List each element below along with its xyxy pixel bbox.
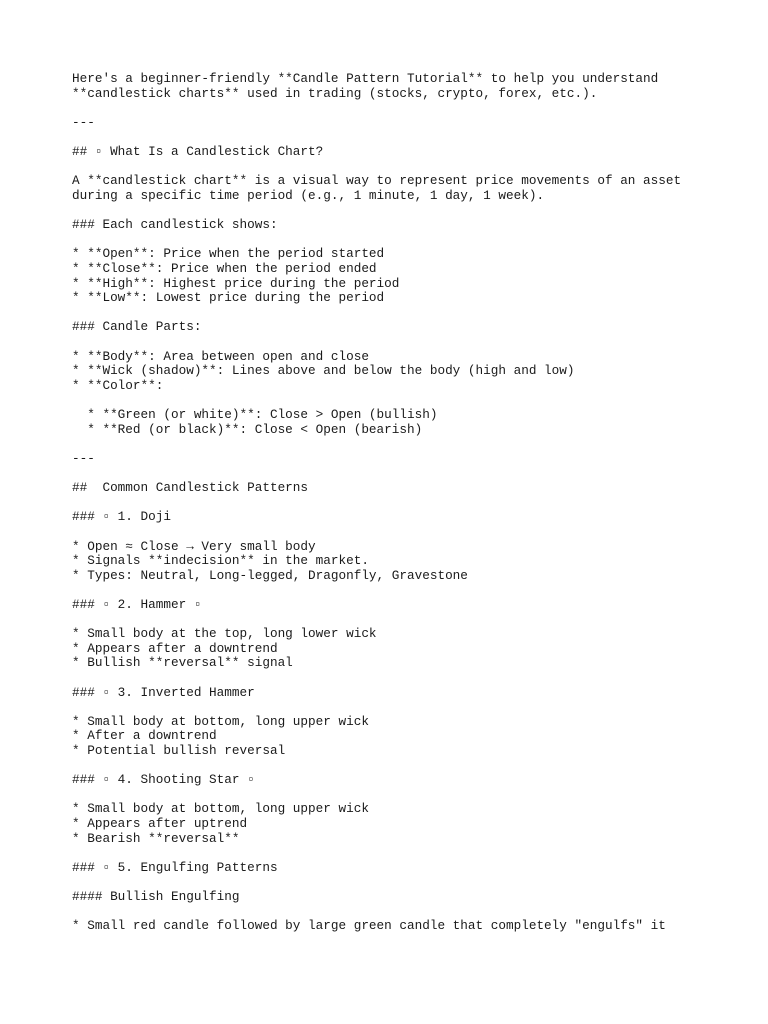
list-item: * Types: Neutral, Long-legged, Dragonfly, Gravestone: [72, 567, 468, 583]
intro-line: **candlestick charts** used in trading (stocks, crypto, forex, etc.).: [72, 85, 598, 101]
blank-line: [72, 466, 692, 481]
pattern-heading-hammer: ### ▫ 2. Hammer ▫: [72, 596, 202, 612]
blank-line: [72, 671, 692, 686]
blank-line: [72, 876, 692, 891]
list-item: * Small body at the top, long lower wick: [72, 626, 377, 642]
pattern-heading-shooting-star: ### ▫ 4. Shooting Star ▫: [72, 772, 255, 788]
list-item: * After a downtrend: [72, 728, 217, 744]
blank-line: [72, 160, 692, 175]
pattern-heading-inverted-hammer: ### ▫ 3. Inverted Hammer: [72, 684, 255, 700]
blank-line: [72, 306, 692, 321]
list-item: * **Close**: Price when the period ended: [72, 260, 377, 276]
list-item: * **Open**: Price when the period started: [72, 246, 385, 262]
blank-line: [72, 613, 692, 628]
blank-line: [72, 393, 692, 408]
pattern-heading-engulfing: ### ▫ 5. Engulfing Patterns: [72, 859, 278, 875]
blank-line: [72, 233, 692, 248]
list-item: * **High**: Highest price during the period: [72, 275, 400, 291]
blank-line: [72, 335, 692, 350]
subsection-heading: ### Candle Parts:: [72, 319, 202, 335]
list-item: * Bearish **reversal**: [72, 830, 240, 846]
blank-line: [72, 759, 692, 774]
blank-line: [72, 846, 692, 861]
pattern-heading-doji: ### ▫ 1. Doji: [72, 509, 171, 525]
paragraph-line: A **candlestick chart** is a visual way to represent price movements of an asset: [72, 173, 682, 189]
list-item: * Small red candle followed by large green candle that completely "engulfs" it: [72, 918, 666, 934]
blank-line: [72, 700, 692, 715]
blank-line: [72, 101, 692, 116]
list-item: * Signals **indecision** in the market.: [72, 553, 369, 569]
blank-line: [72, 905, 692, 920]
list-item: * Appears after a downtrend: [72, 640, 278, 656]
blank-line: [72, 525, 692, 540]
list-item: * Open ≈ Close → Very small body: [72, 538, 316, 554]
list-item: * **Color**:: [72, 377, 164, 393]
list-item: * **Body**: Area between open and close: [72, 348, 369, 364]
intro-line: Here's a beginner-friendly **Candle Pattern Tutorial** to help you understand: [72, 71, 659, 86]
nested-list-item: * **Red (or black)**: Close < Open (bearish): [72, 421, 423, 437]
paragraph-line: during a specific time period (e.g., 1 minute, 1 day, 1 week).: [72, 187, 545, 203]
section-heading: ## ▫ What Is a Candlestick Chart?: [72, 144, 324, 160]
blank-line: [72, 788, 692, 803]
blank-line: [72, 437, 692, 452]
blank-line: [72, 496, 692, 511]
blank-line: [72, 130, 692, 145]
list-item: * **Wick (shadow)**: Lines above and below the body (high and low): [72, 363, 575, 379]
list-item: * **Low**: Lowest price during the period: [72, 290, 385, 306]
separator: ---: [72, 114, 95, 130]
nested-list-item: * **Green (or white)**: Close > Open (bullish): [72, 407, 438, 423]
list-item: * Bullish **reversal** signal: [72, 655, 293, 671]
subsection-heading: ### Each candlestick shows:: [72, 217, 278, 233]
section-heading: ## Common Candlestick Patterns: [72, 480, 309, 496]
blank-line: [72, 203, 692, 218]
list-item: * Appears after uptrend: [72, 816, 248, 832]
list-item: * Small body at bottom, long upper wick: [72, 713, 369, 729]
blank-line: [72, 583, 692, 598]
document-body: [72, 72, 692, 934]
pattern-subheading-bullish-engulfing: #### Bullish Engulfing: [72, 889, 240, 905]
list-item: * Small body at bottom, long upper wick: [72, 801, 369, 817]
separator: ---: [72, 450, 95, 466]
list-item: * Potential bullish reversal: [72, 743, 286, 759]
